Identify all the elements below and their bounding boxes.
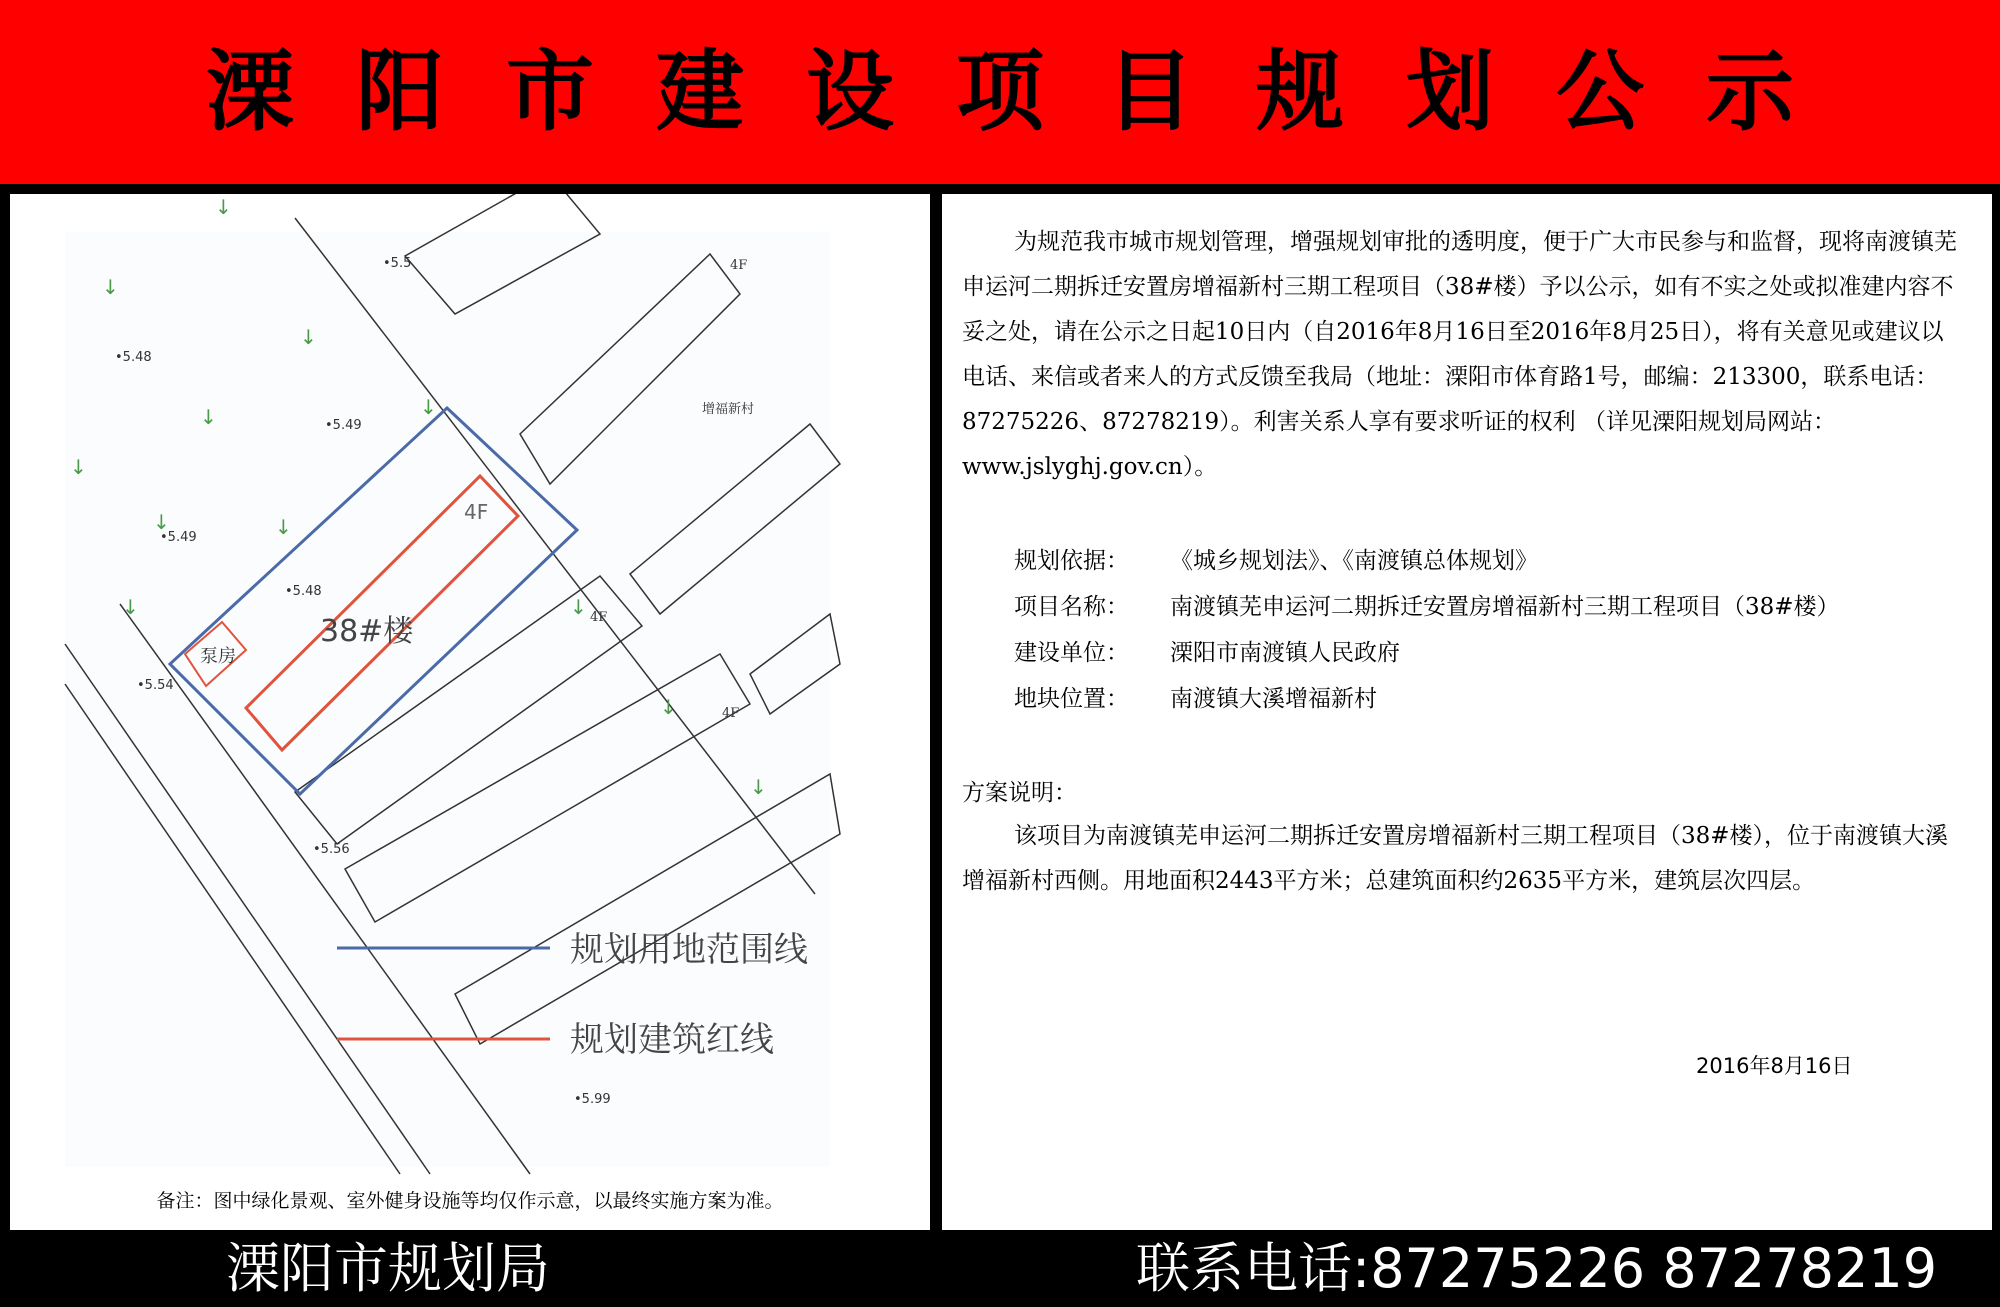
info-row-builder (1014, 638, 1400, 668)
floor-label: 4F (722, 706, 740, 721)
elevation-label: •5.56 (313, 842, 350, 857)
info-value: 《城乡规划法》、《南渡镇总体规划》 (1170, 548, 1538, 574)
svg-text:↓: ↓ (70, 455, 87, 479)
info-key: 规划依据： (1014, 548, 1129, 574)
floor-label: 4F (590, 610, 608, 625)
svg-text:↓: ↓ (215, 195, 232, 219)
svg-text:↓: ↓ (200, 405, 217, 429)
floor-label: 4F (730, 258, 748, 273)
elevation-label: •5.48 (285, 584, 322, 599)
elevation-label: •5.48 (115, 350, 152, 365)
title-banner (0, 0, 2000, 188)
scheme-description: 该项目为南渡镇芜申运河二期拆迁安置房增福新村三期工程项目（38#楼），位于南渡镇大溪增福新村西侧。用地面积2443平方米；总建筑面积约2635平方米，建筑层次四层。 (962, 823, 1949, 894)
svg-text:↓: ↓ (300, 325, 317, 349)
info-key: 地块位置： (1014, 686, 1129, 712)
info-value: 溧阳市南渡镇人民政府 (1170, 640, 1400, 666)
notice-panel (942, 194, 1992, 1230)
scheme-title: 方案说明： (962, 780, 1077, 806)
info-row-basis (1014, 546, 1538, 576)
contact-phone: 联系电话:87275226 87278219 (1136, 1237, 1938, 1300)
floor-label-main: 4F (464, 500, 489, 524)
notice-intro: 为规范我市城市规划管理，增强规划审批的透明度，便于广大市民参与和监督，现将南渡镇芜申运河二期拆迁安置房增福新村三期工程项目（38#楼）予以公示，如有不实之处或拟准建内容不妥之处，请在公示之日起10日内（自2016年8月16日至2016年8月25日），将有关意见或建议以电话、来信或者来人的方式反馈至我局（地址：溧阳市体育路1号，邮编：213300，联系电话：87275226、87278219）。利害关系人享有要求听证的权利 （详见溧阳规划局网站：www.jslyghj.gov.cn）。 (962, 229, 1957, 480)
svg-text:↓: ↓ (570, 595, 587, 619)
info-value: 南渡镇芜申运河二期拆迁安置房增福新村三期工程项目（38#楼） (1170, 594, 1840, 620)
info-row-location (1014, 684, 1377, 714)
legend-land-label: 规划用地范围线 (570, 930, 808, 970)
legend-building-label: 规划建筑红线 (570, 1020, 774, 1060)
elevation-label: •5.49 (160, 530, 197, 545)
site-plan-panel (10, 194, 930, 1230)
page-title: 溧阳市建设项目规划公示 (205, 40, 1856, 143)
building-label: 38#楼 (320, 614, 414, 649)
svg-text:↓: ↓ (420, 395, 437, 419)
info-value: 南渡镇大溪增福新村 (1170, 686, 1377, 712)
info-key: 项目名称： (1014, 594, 1129, 620)
pump-house-label: 泵房 (200, 646, 236, 667)
notice-date: 2016年8月16日 (1696, 1054, 1853, 1078)
elevation-label: •5.5 (383, 256, 412, 271)
svg-text:↓: ↓ (122, 595, 139, 619)
map-footnote: 备注：图中绿化景观、室外健身设施等均仅作示意，以最终实施方案为准。 (156, 1190, 784, 1212)
svg-text:↓: ↓ (660, 695, 677, 719)
svg-text:↓: ↓ (153, 510, 170, 534)
svg-text:↓: ↓ (102, 275, 119, 299)
elevation-label: •5.99 (574, 1092, 611, 1107)
svg-text:↓: ↓ (750, 775, 767, 799)
svg-text:↓: ↓ (275, 515, 292, 539)
elevation-label: •5.54 (137, 678, 174, 693)
info-row-project (1014, 592, 1840, 622)
village-label: 增福新村 (702, 402, 755, 417)
elevation-label: •5.49 (325, 418, 362, 433)
info-key: 建设单位： (1014, 640, 1129, 666)
agency-name: 溧阳市规划局 (226, 1237, 550, 1300)
